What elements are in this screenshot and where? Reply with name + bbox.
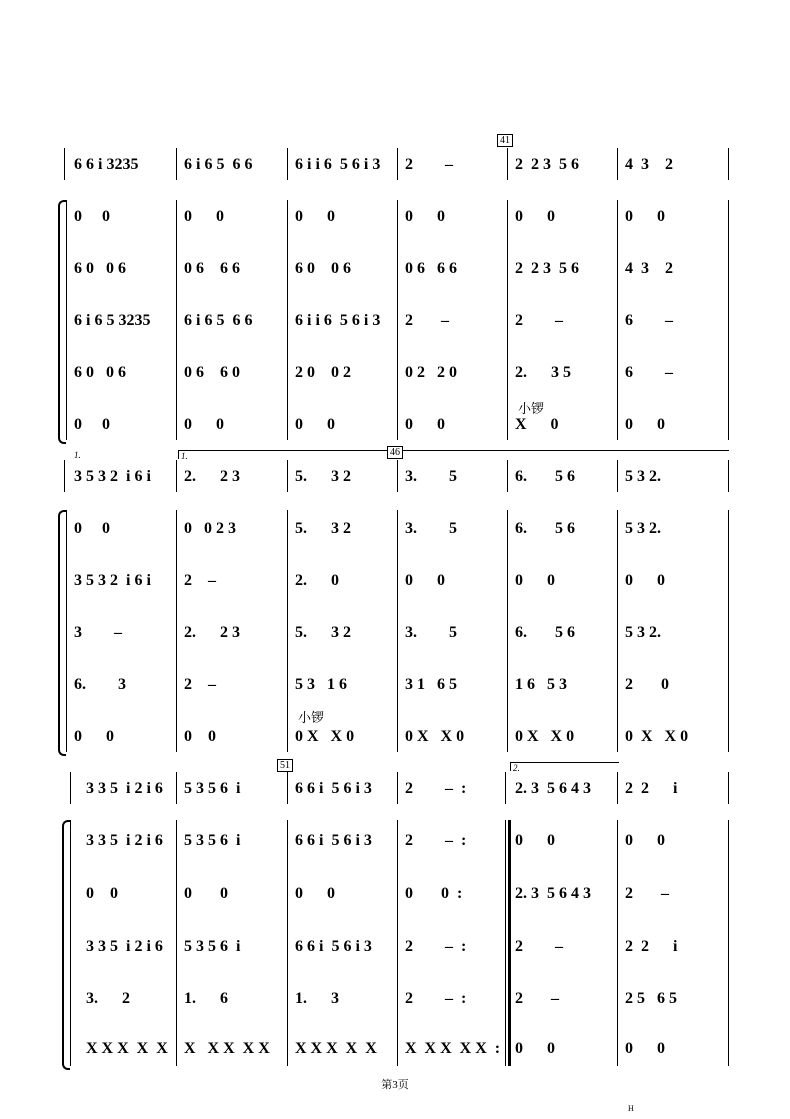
notation-cell: 6 0 0 6 xyxy=(74,364,126,381)
notation-cell: 6 i 6 5 3235 xyxy=(74,312,151,329)
notation-cell: 0 0 xyxy=(625,572,665,589)
notation-cell: 0 X X 0 xyxy=(515,728,575,745)
notation-cell: 0 0 xyxy=(74,520,110,537)
barline xyxy=(176,200,177,440)
system2-left-barline xyxy=(66,510,67,752)
notation-cell: 3 1 6 5 xyxy=(405,676,457,693)
notation-cell: 2. 0 xyxy=(295,572,339,589)
volta-1: 1. xyxy=(74,450,81,460)
notation-cell: X X X X X xyxy=(184,1040,270,1057)
notation-cell: 2. 2 3 xyxy=(184,624,240,641)
notation-cell: 0 0 xyxy=(295,885,335,902)
notation-cell: 6. 5 6 xyxy=(515,520,575,537)
notation-cell: 0 X X 0 xyxy=(625,728,689,745)
barline xyxy=(397,772,398,804)
notation-cell: 2 0 0 2 xyxy=(295,364,351,381)
notation-cell: 2 2 3 5 6 xyxy=(515,156,579,173)
notation-cell: 2 5 6 5 xyxy=(625,990,677,1007)
volta-1-bracket: 1. xyxy=(178,450,729,459)
notation-cell: 3. 5 xyxy=(405,520,457,537)
notation-cell: 0 0 xyxy=(405,416,445,433)
notation-cell: 2 – : xyxy=(405,832,467,849)
notation-cell: 0 6 6 6 xyxy=(184,260,240,277)
barline xyxy=(287,460,288,492)
notation-cell: 6 0 0 6 xyxy=(74,260,126,277)
notation-cell: 0 0 xyxy=(625,1040,665,1057)
system3-top-left-barline xyxy=(70,772,71,804)
notation-cell: 6 – xyxy=(625,312,673,329)
notation-cell: 2. 2 3 xyxy=(184,468,240,485)
repeat-barline-thick xyxy=(508,820,511,1066)
barline xyxy=(176,772,177,804)
notation-cell: 0 0 xyxy=(184,728,216,745)
notation-cell: 4 3 2 xyxy=(625,260,673,277)
barline xyxy=(507,148,508,180)
barline xyxy=(617,460,618,492)
barline xyxy=(617,148,618,180)
barline xyxy=(176,820,177,1066)
notation-cell: 0 0 xyxy=(625,208,665,225)
barline xyxy=(728,510,729,752)
rehearsal-mark-46: 46 xyxy=(387,446,403,459)
notation-cell: 6. 5 6 xyxy=(515,468,575,485)
system1-top-left-barline xyxy=(64,148,65,180)
barline xyxy=(507,510,508,752)
notation-cell: 0 2 2 0 xyxy=(405,364,457,381)
notation-cell: 5 3 5 6 i xyxy=(184,938,241,955)
notation-cell: 6 6 i 5 6 i 3 xyxy=(295,832,372,849)
barline xyxy=(617,820,618,1066)
rehearsal-mark-51: 51 xyxy=(277,759,293,772)
notation-cell: 2 – xyxy=(515,990,559,1007)
notation-cell: 0 0 xyxy=(295,416,335,433)
notation-cell: 0 0 xyxy=(515,572,555,589)
barline xyxy=(176,510,177,752)
percussion-label: 小锣 xyxy=(298,710,325,725)
notation-cell: 3 3 5 i 2 i 6 xyxy=(86,832,163,849)
barline xyxy=(728,460,729,492)
notation-cell: 1. 3 xyxy=(295,990,339,1007)
barline xyxy=(287,510,288,752)
barline xyxy=(728,820,729,1066)
notation-cell: 5 3 1 6 xyxy=(295,676,347,693)
notation-cell: 2. 3 5 6 4 3 xyxy=(515,885,591,902)
system2-top-left-barline xyxy=(64,460,65,492)
system2-brace xyxy=(58,510,66,756)
notation-cell: 0 0 xyxy=(74,416,110,433)
notation-cell: 0 0 2 3 xyxy=(184,520,236,537)
notation-cell: X X X X X xyxy=(86,1040,168,1057)
barline xyxy=(617,510,618,752)
notation-cell: 6 6 i 5 6 i 3 xyxy=(295,780,372,797)
notation-cell: 3 – xyxy=(74,624,122,641)
notation-cell: X 0 xyxy=(515,416,559,433)
notation-cell: 3. 5 xyxy=(405,624,457,641)
notation-cell: 0 0 xyxy=(74,208,110,225)
notation-cell: 0 0 xyxy=(74,728,114,745)
notation-cell: 5 3 2. xyxy=(625,468,661,485)
barline xyxy=(728,148,729,180)
notation-cell: 0 0 xyxy=(515,832,555,849)
notation-cell: 0 X X 0 xyxy=(405,728,465,745)
notation-cell: 6 i i 6 5 6 i 3 xyxy=(295,156,381,173)
notation-cell: 0 0 xyxy=(184,208,224,225)
notation-cell: 6. 3 xyxy=(74,676,126,693)
notation-cell: 0 0 xyxy=(295,208,335,225)
percussion-label: 小锣 xyxy=(518,401,545,416)
notation-cell: 0 X X 0 xyxy=(295,728,355,745)
notation-cell: 6 0 0 6 xyxy=(295,260,351,277)
notation-cell: X X X X X xyxy=(295,1040,377,1057)
barline xyxy=(728,200,729,440)
notation-cell: 6 6 i 5 6 i 3 xyxy=(295,938,372,955)
barline xyxy=(287,148,288,180)
repeat-barline xyxy=(505,772,506,804)
notation-cell: 6 i 6 5 6 6 xyxy=(184,312,253,329)
notation-cell: 2 – xyxy=(515,312,563,329)
barline xyxy=(507,460,508,492)
notation-cell: 5 3 5 6 i xyxy=(184,832,241,849)
notation-cell: 2 – xyxy=(184,572,216,589)
barline xyxy=(507,200,508,440)
barline xyxy=(287,820,288,1066)
notation-cell: 5. 3 2 xyxy=(295,520,351,537)
notation-cell: 2. 3 5 6 4 3 xyxy=(515,780,591,797)
notation-cell: 2 2 3 5 6 xyxy=(515,260,579,277)
notation-cell: 2 – : xyxy=(405,990,467,1007)
notation-cell: 2 – : xyxy=(405,780,467,797)
barline xyxy=(397,200,398,440)
notation-cell: 1 6 5 3 xyxy=(515,676,567,693)
notation-cell: 6 6 i 3235 xyxy=(74,156,139,173)
notation-cell: 5 3 2. xyxy=(625,624,661,641)
barline xyxy=(397,510,398,752)
system1-brace xyxy=(58,200,66,444)
volta-2: 2. xyxy=(510,762,619,771)
notation-cell: 0 6 6 0 xyxy=(184,364,240,381)
notation-cell: 0 0 xyxy=(515,1040,555,1057)
notation-cell: 2 – xyxy=(184,676,216,693)
notation-cell: 0 0 xyxy=(184,416,224,433)
notation-cell: 0 0 xyxy=(405,208,445,225)
notation-cell: 0 0 xyxy=(184,885,228,902)
notation-cell: 5. 3 2 xyxy=(295,468,351,485)
notation-cell: 3. 2 xyxy=(86,990,130,1007)
barline xyxy=(176,148,177,180)
notation-cell: 2 – xyxy=(625,885,669,902)
notation-cell: 0 0 xyxy=(625,832,665,849)
repeat-barline-thin xyxy=(505,820,506,1066)
notation-cell: 2 – xyxy=(515,938,563,955)
notation-cell: 3 5 3 2 i 6 i xyxy=(74,468,151,485)
barline xyxy=(397,148,398,180)
notation-cell: 6. 5 6 xyxy=(515,624,575,641)
notation-cell: 0 0 xyxy=(86,885,118,902)
notation-cell: 1. 6 xyxy=(184,990,228,1007)
notation-cell: 5 3 2. xyxy=(625,520,661,537)
notation-cell: 2 2 i xyxy=(625,780,678,797)
system3-brace xyxy=(62,820,70,1070)
barline xyxy=(397,460,398,492)
rehearsal-mark-41: 41 xyxy=(497,134,513,147)
barline xyxy=(617,200,618,440)
notation-cell: 0 0 xyxy=(515,208,555,225)
notation-cell: 3 5 3 2 i 6 i xyxy=(74,572,151,589)
system3-left-barline xyxy=(70,820,71,1066)
notation-cell: 3. 5 xyxy=(405,468,457,485)
notation-cell: 6 i 6 5 6 6 xyxy=(184,156,253,173)
notation-cell: 5 3 5 6 i xyxy=(184,780,241,797)
system1-left-barline xyxy=(66,200,67,440)
notation-cell: 3 3 5 i 2 i 6 xyxy=(86,938,163,955)
notation-cell: 0 0 xyxy=(625,416,665,433)
notation-cell: 0 0 : xyxy=(405,885,463,902)
notation-cell: X X X X X : xyxy=(405,1040,501,1057)
page-footer: 第3页 xyxy=(381,1079,409,1091)
barline xyxy=(287,200,288,440)
notation-cell: 6 – xyxy=(625,364,673,381)
notation-cell: 0 0 xyxy=(405,572,445,589)
barline xyxy=(397,820,398,1066)
barline xyxy=(728,772,729,804)
barline xyxy=(287,772,288,804)
notation-cell: 2. 3 5 xyxy=(515,364,571,381)
corner-mark: H xyxy=(628,1104,634,1113)
notation-cell: 6 i i 6 5 6 i 3 xyxy=(295,312,381,329)
notation-cell: 2 – : xyxy=(405,938,467,955)
notation-cell: 2 – xyxy=(405,156,453,173)
barline xyxy=(617,772,618,804)
notation-cell: 2 2 i xyxy=(625,938,678,955)
notation-cell: 3 3 5 i 2 i 6 xyxy=(86,780,163,797)
notation-cell: 4 3 2 xyxy=(625,156,673,173)
notation-cell: 0 6 6 6 xyxy=(405,260,457,277)
barline xyxy=(176,460,177,492)
notation-cell: 5. 3 2 xyxy=(295,624,351,641)
notation-cell: 2 0 xyxy=(625,676,669,693)
notation-cell: 2 – xyxy=(405,312,449,329)
